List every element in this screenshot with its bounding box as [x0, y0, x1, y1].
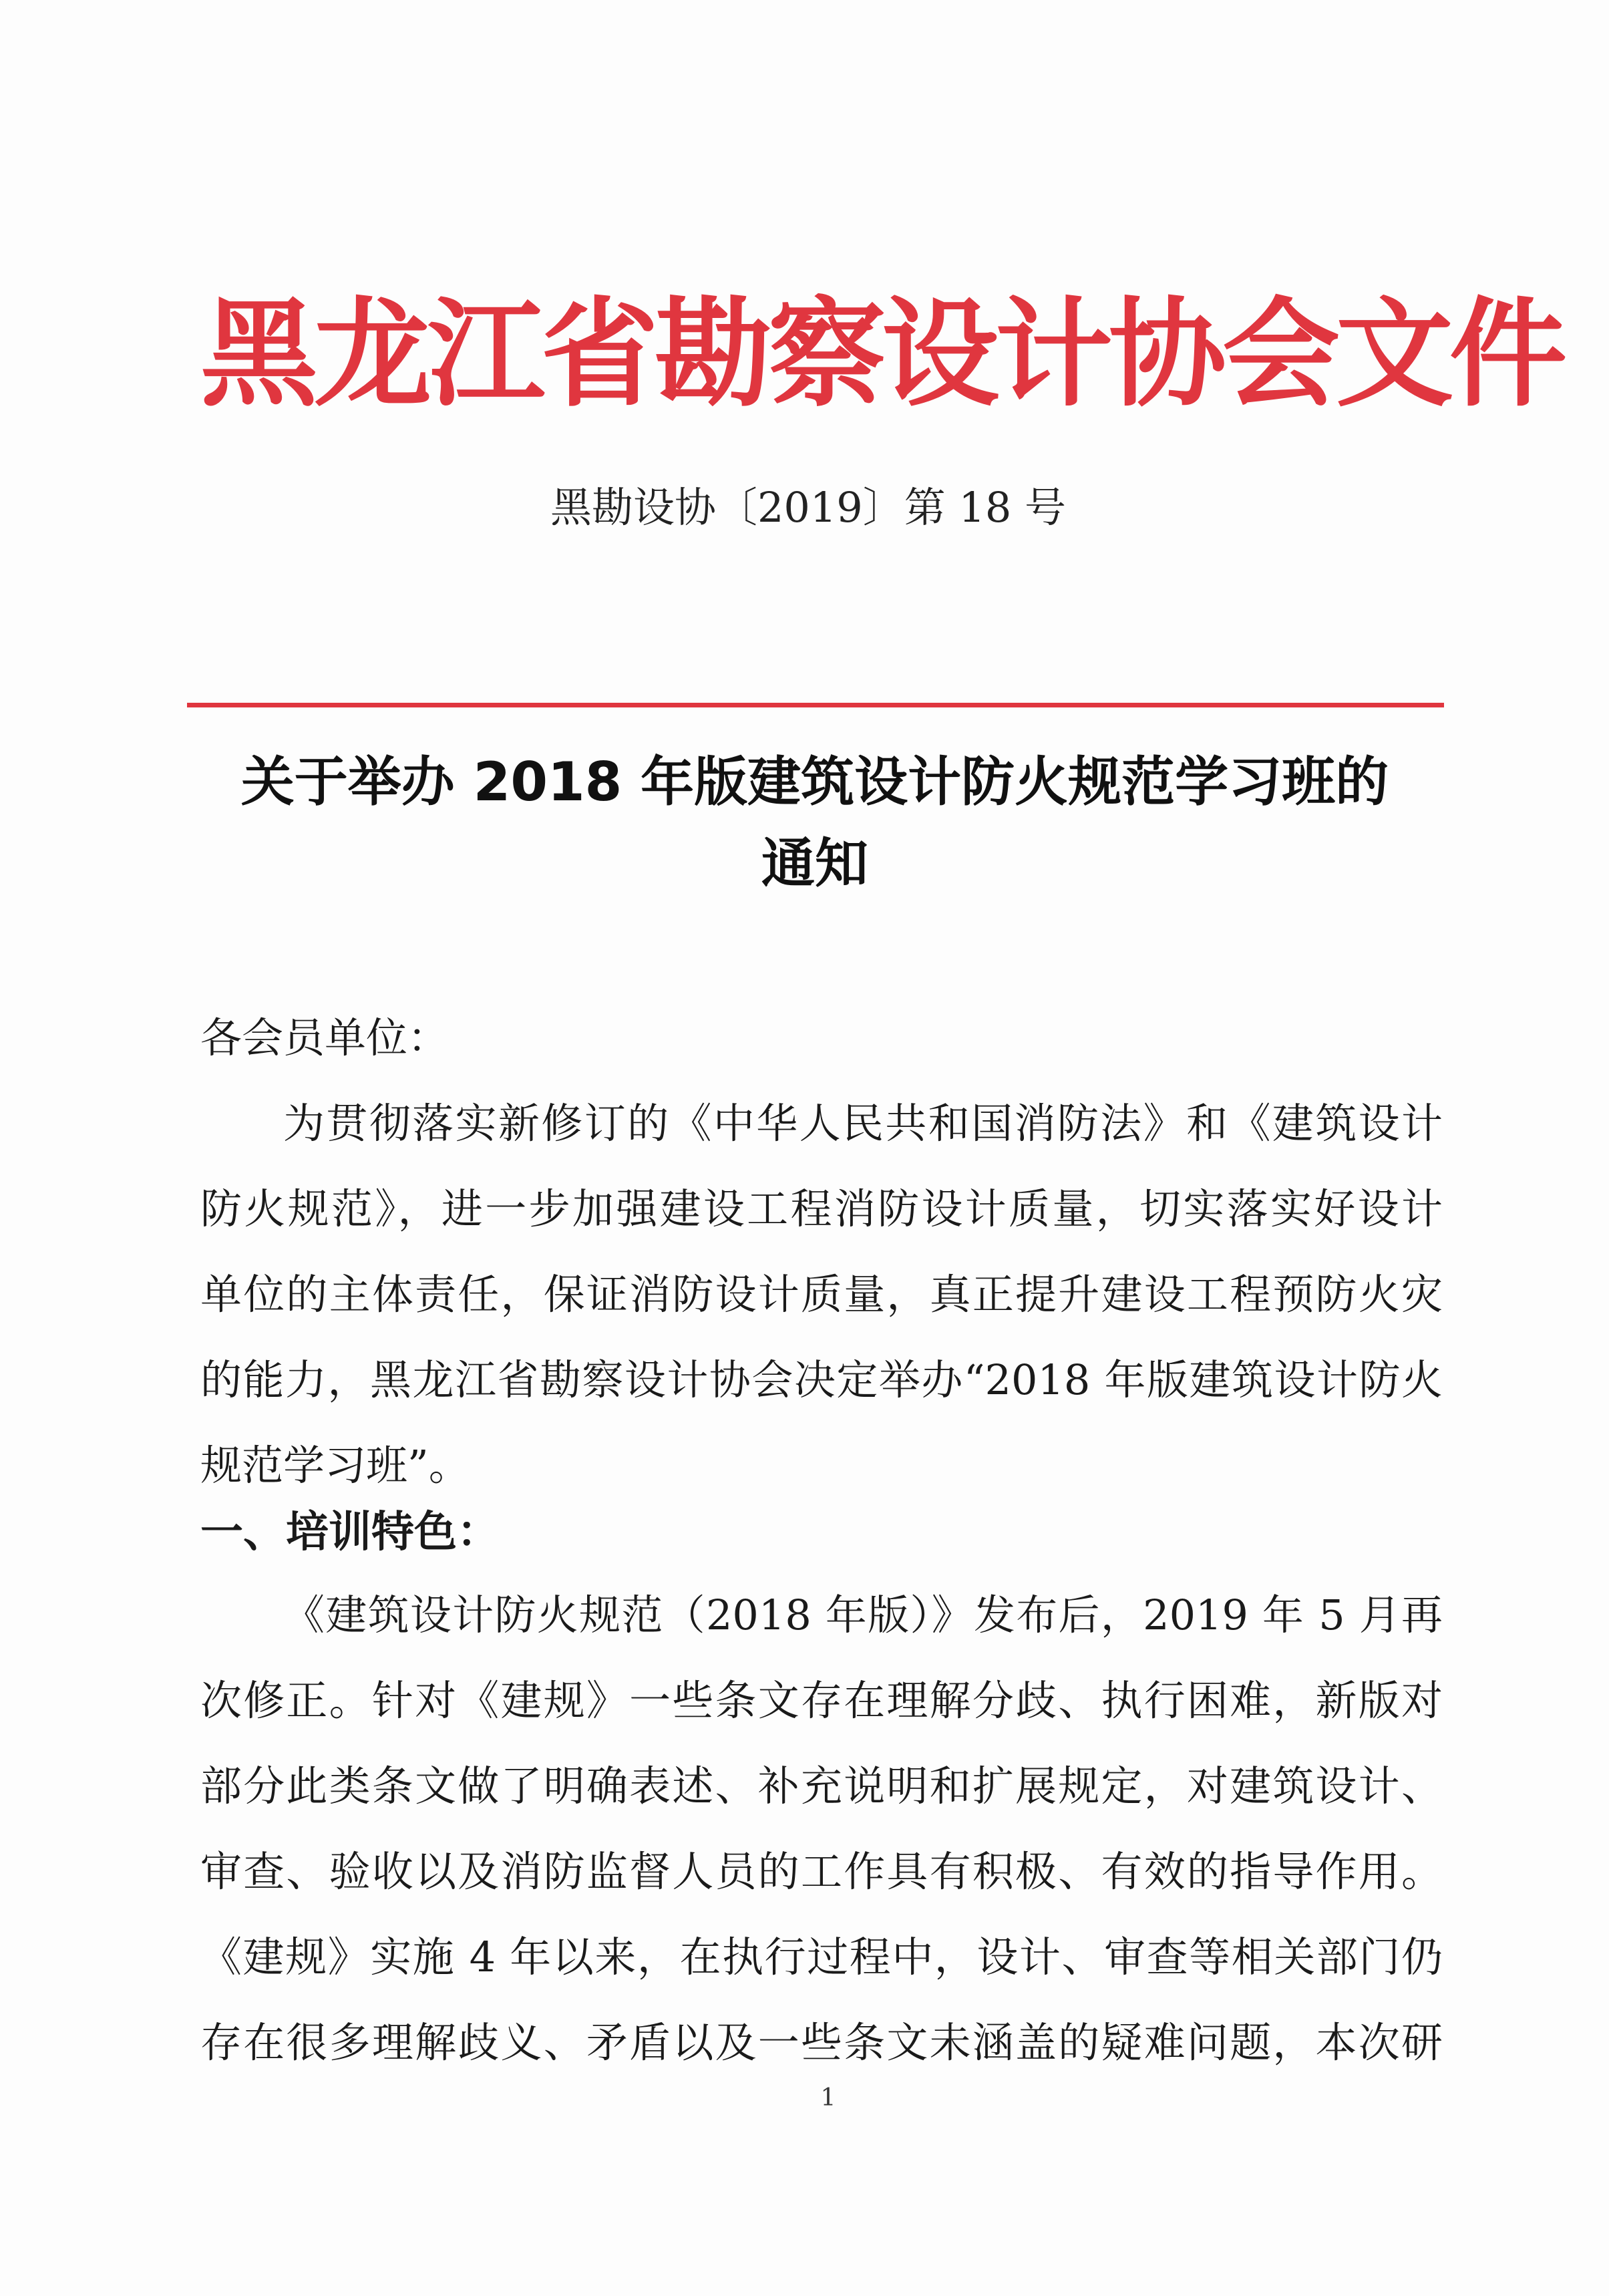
section-1-heading: 一、培训特色：	[200, 1508, 500, 1557]
intro-line-1: 为贯彻落实新修订的《中华人民共和国消防法》和《建筑设计	[283, 1099, 1443, 1148]
intro-line-3: 单位的主体责任，保证消防设计质量，真正提升建设工程预防火灾	[200, 1270, 1443, 1319]
section-1-line-1: 《建筑设计防火规范（2018 年版）》发布后，2019 年 5 月再	[283, 1591, 1443, 1639]
notice-title-line-1: 关于举办 2018 年版建筑设计防火规范学习班的	[240, 751, 1389, 813]
section-1-line-5: 《建规》实施 4 年以来，在执行过程中，设计、审查等相关部门仍	[200, 1933, 1443, 1981]
masthead-title: 黑龙江省勘察设计协会文件	[200, 285, 1564, 423]
page-number: 1	[820, 2084, 836, 2112]
salutation: 各会员单位：	[200, 1013, 450, 1062]
document-number: 黑勘设协〔2019〕第 18 号	[550, 483, 1067, 532]
section-1-line-2: 次修正。针对《建规》一些条文存在理解分歧、执行困难，新版对	[200, 1676, 1443, 1725]
intro-line-4: 的能力，黑龙江省勘察设计协会决定举办“2018 年版建筑设计防火	[200, 1355, 1443, 1404]
red-divider	[187, 703, 1444, 707]
section-1-line-4: 审查、验收以及消防监督人员的工作具有积极、有效的指导作用。	[200, 1847, 1443, 1896]
body-text	[200, 995, 1443, 2086]
section-1-line-6: 存在很多理解歧义、矛盾以及一些条文未涵盖的疑难问题，本次研	[200, 2018, 1443, 2067]
notice-title	[187, 742, 1443, 905]
intro-line-5: 规范学习班”。	[200, 1441, 470, 1490]
intro-line-2: 防火规范》，进一步加强建设工程消防设计质量，切实落实好设计	[200, 1184, 1443, 1233]
section-1-line-3: 部分此类条文做了明确表述、补充说明和扩展规定，对建筑设计、	[200, 1762, 1443, 1810]
notice-title-line-2: 通知	[761, 832, 868, 894]
